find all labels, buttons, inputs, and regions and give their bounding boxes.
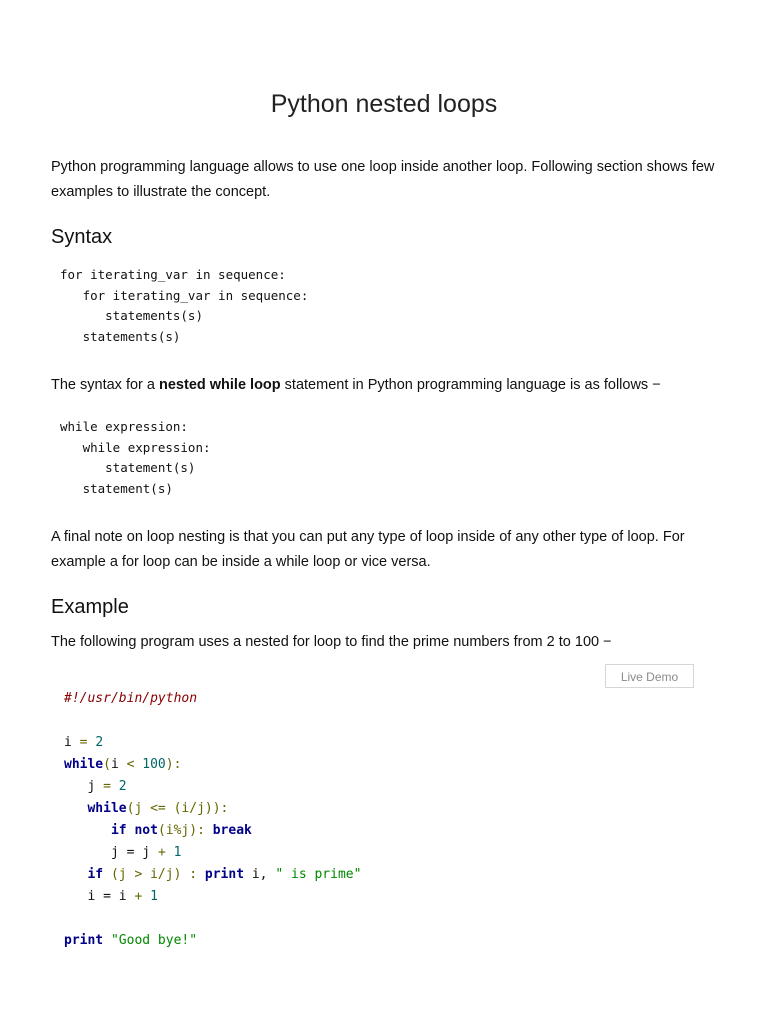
code-line: statements(s) bbox=[60, 308, 203, 323]
code-line-shebang: #!/usr/bin/python bbox=[64, 691, 198, 706]
intro-paragraph: Python programming language allows to use one loop inside another loop. Following section shows few examples to illustrate the concept. bbox=[51, 159, 715, 200]
for-syntax-code-block bbox=[60, 265, 308, 347]
code-line: while expression: bbox=[60, 439, 211, 455]
live-demo-button[interactable]: Live Demo bbox=[605, 664, 694, 688]
code-line: while expression: bbox=[60, 419, 188, 434]
while-syntax-code-block bbox=[60, 417, 211, 499]
syntax-heading: Syntax bbox=[51, 226, 113, 248]
code-line: j = j + 1 bbox=[110, 845, 182, 860]
nesting-note-paragraph: A final note on loop nesting is that you can put any type of loop inside of any other type of loop. For example a for loop can be inside a while loop or vice versa. bbox=[51, 529, 685, 570]
code-line-blank bbox=[64, 908, 361, 930]
example-heading: Example bbox=[51, 596, 129, 618]
while-intro-text-end: statement in Python programming language is as follows − bbox=[280, 377, 661, 393]
while-intro-text: The syntax for a bbox=[51, 377, 159, 393]
code-line: while(i < 100): bbox=[64, 757, 182, 772]
code-line: i = i + 1 bbox=[87, 889, 158, 904]
code-line: for iterating_var in sequence: bbox=[60, 267, 286, 282]
code-line: if not(i%j): break bbox=[110, 823, 252, 838]
code-line: statements(s) bbox=[60, 328, 181, 344]
example-code-block bbox=[64, 688, 361, 952]
code-line: if (j > i/j) : print i, " is prime" bbox=[87, 867, 362, 882]
page-title: Python nested loops bbox=[270, 90, 498, 118]
code-line: statement(s) bbox=[60, 480, 173, 496]
code-line: i = 2 bbox=[64, 735, 104, 750]
code-line: print "Good bye!" bbox=[64, 933, 198, 948]
code-line: for iterating_var in sequence: bbox=[60, 287, 309, 303]
code-line: j = 2 bbox=[87, 779, 127, 794]
code-line: statement(s) bbox=[60, 460, 196, 475]
while-syntax-intro bbox=[51, 373, 731, 398]
example-description: The following program uses a nested for loop to find the prime numbers from 2 to 100 − bbox=[51, 634, 612, 650]
while-intro-bold: nested while loop bbox=[159, 377, 281, 393]
code-line-blank bbox=[64, 710, 361, 732]
code-line: while(j <= (i/j)): bbox=[87, 801, 229, 816]
